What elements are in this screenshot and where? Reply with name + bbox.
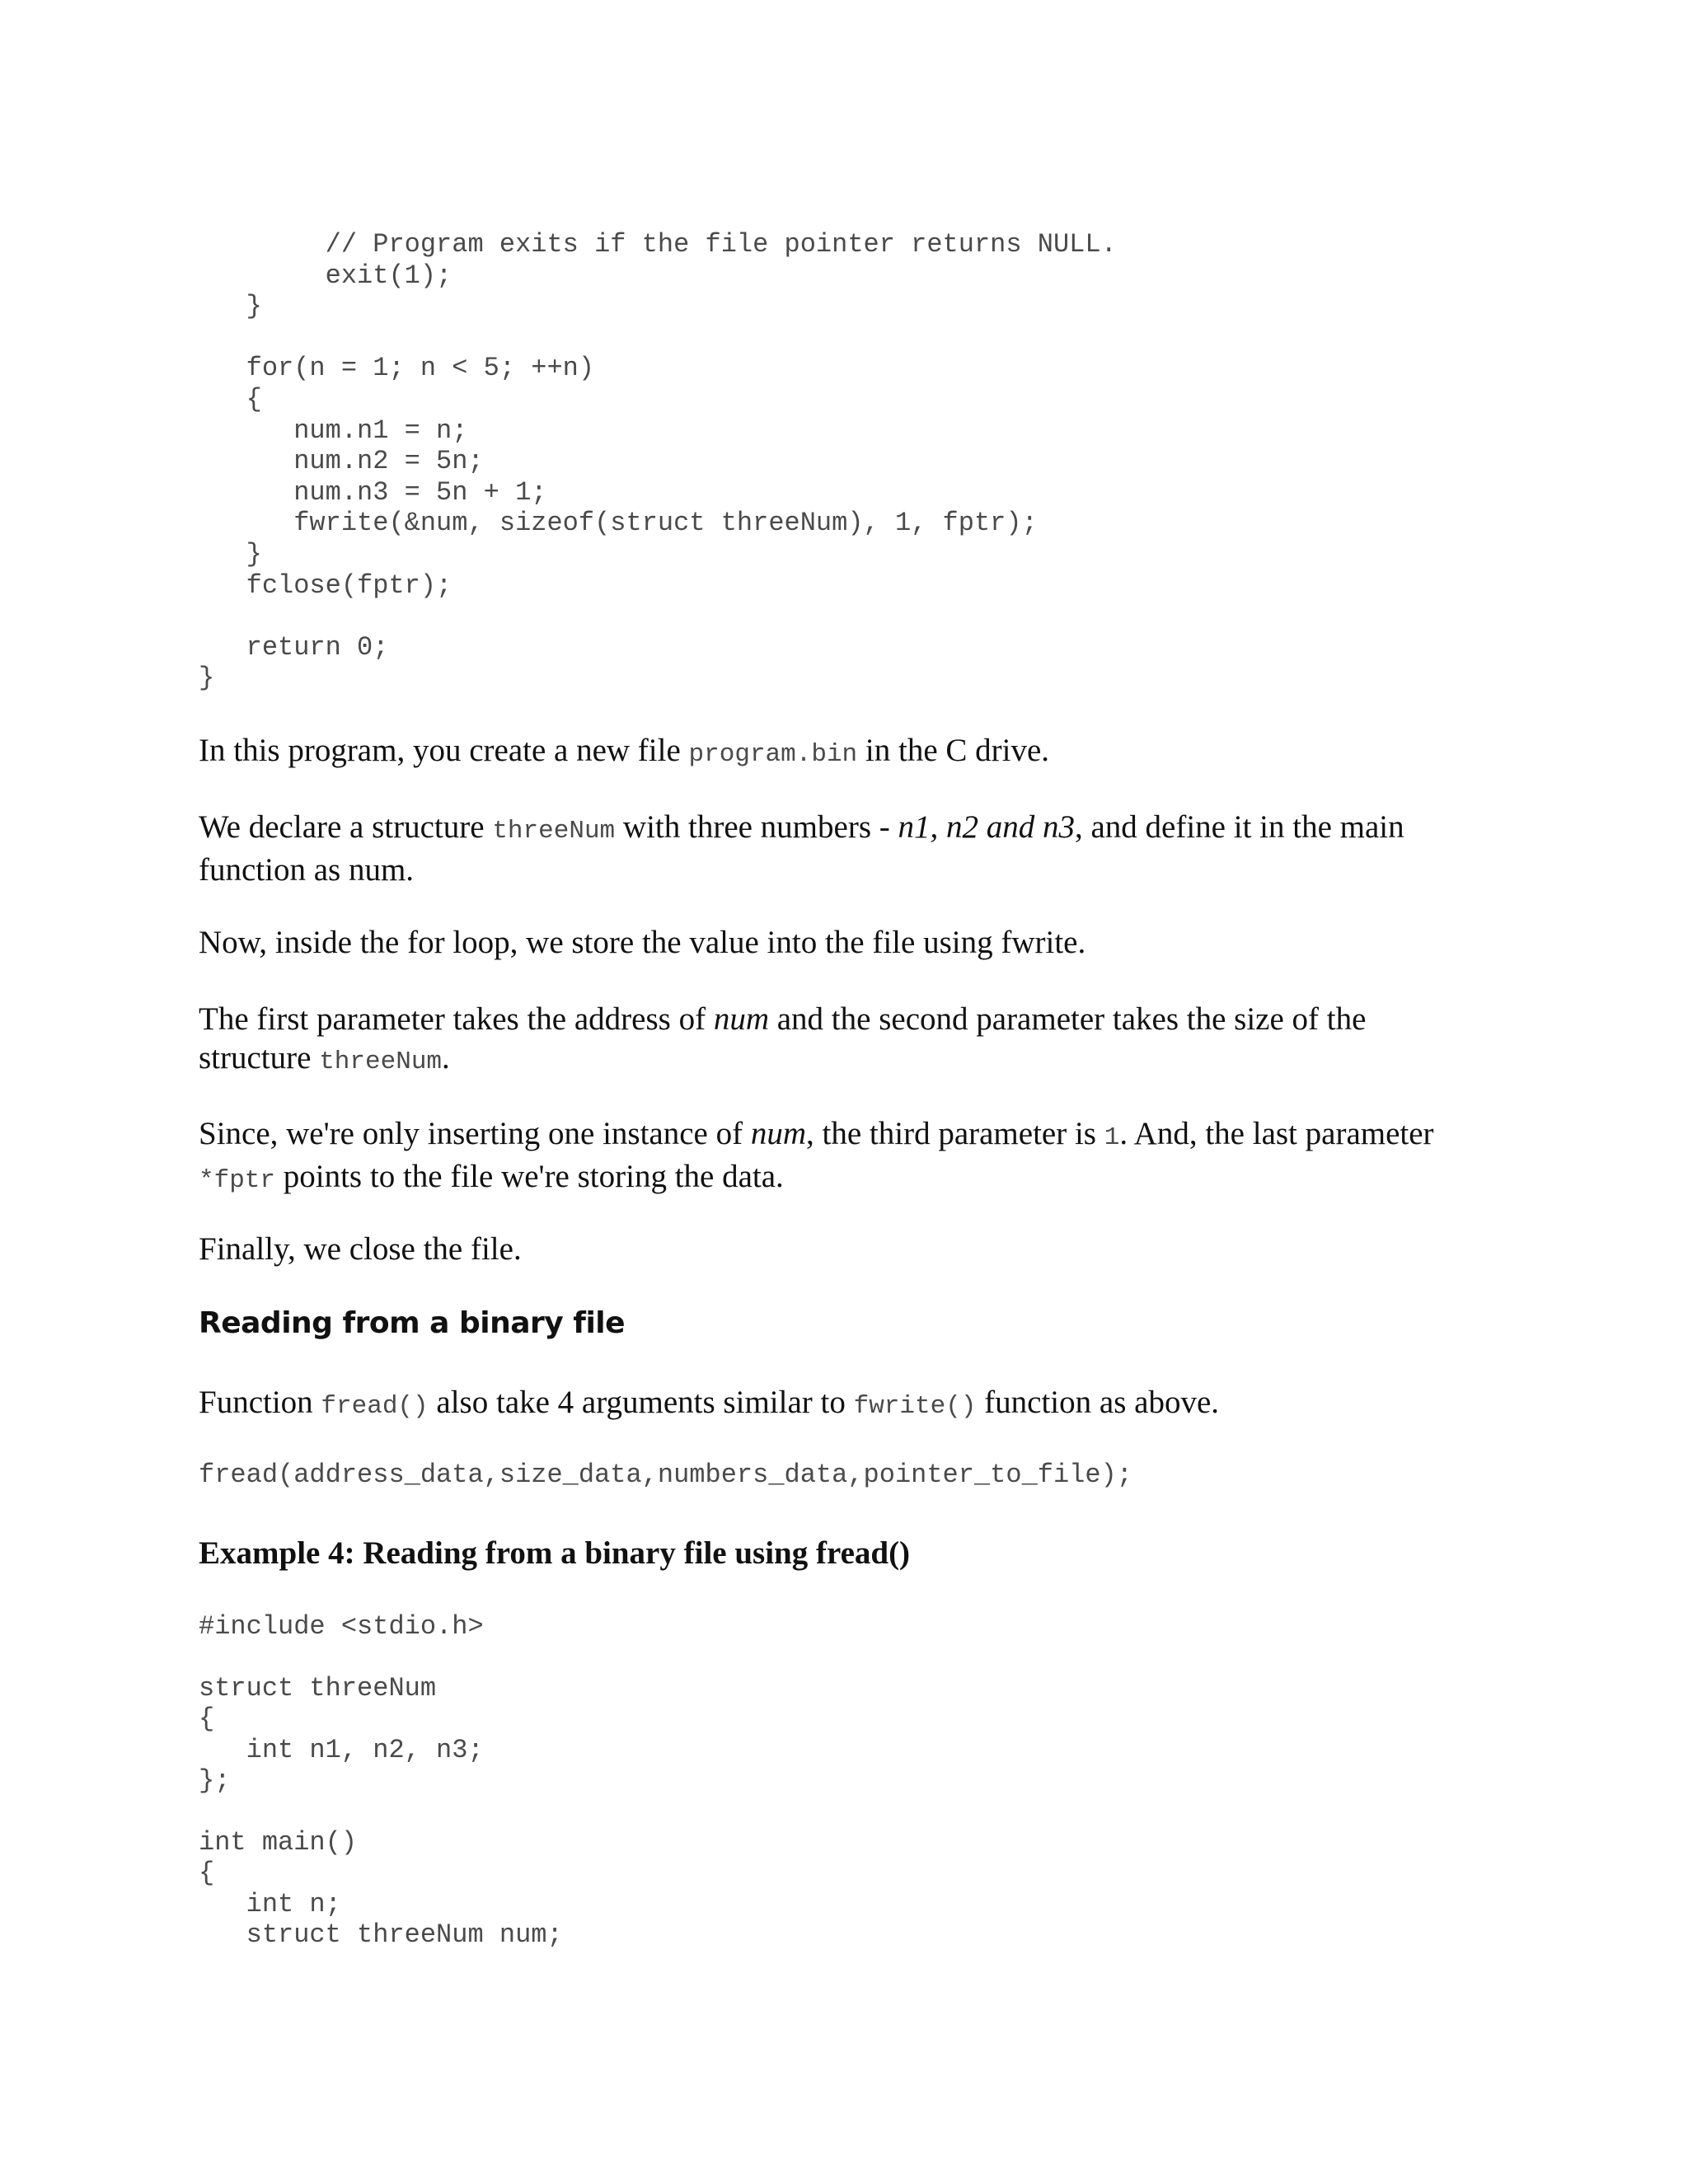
text: function as above. [976, 1385, 1219, 1420]
text: The first parameter takes the address of [199, 1001, 714, 1037]
code-line: num.n1 = n; [199, 415, 468, 446]
code-block-top [199, 229, 1117, 694]
code-line: #include <stdio.h> [199, 1611, 484, 1642]
text: We declare a structure [199, 809, 493, 845]
inline-code: program.bin [688, 740, 858, 769]
italic-text: num [713, 1001, 769, 1037]
code-line: num.n2 = 5n; [199, 446, 484, 477]
example-heading: Example 4: Reading from a binary file using fread() [199, 1535, 911, 1571]
paragraph-program-bin [199, 731, 1501, 774]
code-fread-signature: fread(address_data,size_data,numbers_data,pointer_to_file); [199, 1460, 1132, 1490]
text: In this program, you create a new file [199, 733, 689, 768]
code-line: { [199, 383, 262, 415]
text: structure [199, 1040, 320, 1076]
inline-code: *fptr [199, 1166, 276, 1195]
code-line: // Program exits if the file pointer returns NULL. [199, 229, 1117, 260]
code-line: fclose(fptr); [199, 569, 452, 601]
code-line: int n; [199, 1888, 341, 1919]
text: with three numbers - [615, 809, 898, 845]
text: function as num. [199, 852, 415, 888]
text: points to the file we're storing the data. [275, 1159, 784, 1194]
code-line: } [199, 663, 215, 694]
code-line: exit(1); [199, 260, 452, 291]
text: . [442, 1040, 450, 1076]
inline-code: 1 [1104, 1123, 1120, 1152]
italic-text: num [750, 1116, 807, 1151]
code-line: return 0; [199, 631, 389, 663]
code-line: fwrite(&num, sizeof(struct threeNum), 1, fptr); [199, 508, 1038, 539]
text: . And, the last parameter [1119, 1116, 1434, 1151]
inline-code: threeNum [492, 817, 616, 846]
inline-code: fread() [321, 1392, 429, 1421]
paragraph-parameters [199, 1000, 1501, 1081]
code-line: struct threeNum num; [199, 1919, 563, 1951]
code-line: }; [199, 1765, 231, 1797]
code-line: int n1, n2, n3; [199, 1734, 484, 1765]
code-line: for(n = 1; n < 5; ++n) [199, 353, 595, 384]
inline-code: threeNum [319, 1047, 443, 1076]
text: , and define it in the main [1074, 809, 1404, 845]
text: , the third parameter is [806, 1116, 1104, 1151]
code-line: { [199, 1704, 215, 1735]
code-line: { [199, 1858, 215, 1889]
text: Since, we're only inserting one instance of [199, 1116, 751, 1151]
text: Function [199, 1385, 321, 1420]
paragraph-close-file: Finally, we close the file. [199, 1231, 522, 1267]
code-line: struct threeNum [199, 1672, 437, 1704]
paragraph-instance [199, 1114, 1501, 1200]
paragraph-fread-args [199, 1383, 1501, 1426]
paragraph-for-loop: Now, inside the for loop, we store the value into the file using fwrite. [199, 925, 1086, 960]
paragraph-struct-declare [199, 808, 1501, 889]
code-line: int main() [199, 1826, 358, 1858]
text: also take 4 arguments similar to [428, 1385, 854, 1420]
text: in the C drive. [857, 733, 1050, 768]
code-block-bottom [199, 1611, 563, 1950]
code-line: } [199, 538, 262, 569]
code-line: } [199, 291, 262, 322]
italic-text: n1, n2 and n3 [898, 809, 1075, 845]
text: and the second parameter takes the size of the [769, 1001, 1367, 1037]
code-line: num.n3 = 5n + 1; [199, 476, 547, 508]
section-heading: Reading from a binary file [199, 1306, 626, 1340]
inline-code: fwrite() [853, 1392, 977, 1421]
